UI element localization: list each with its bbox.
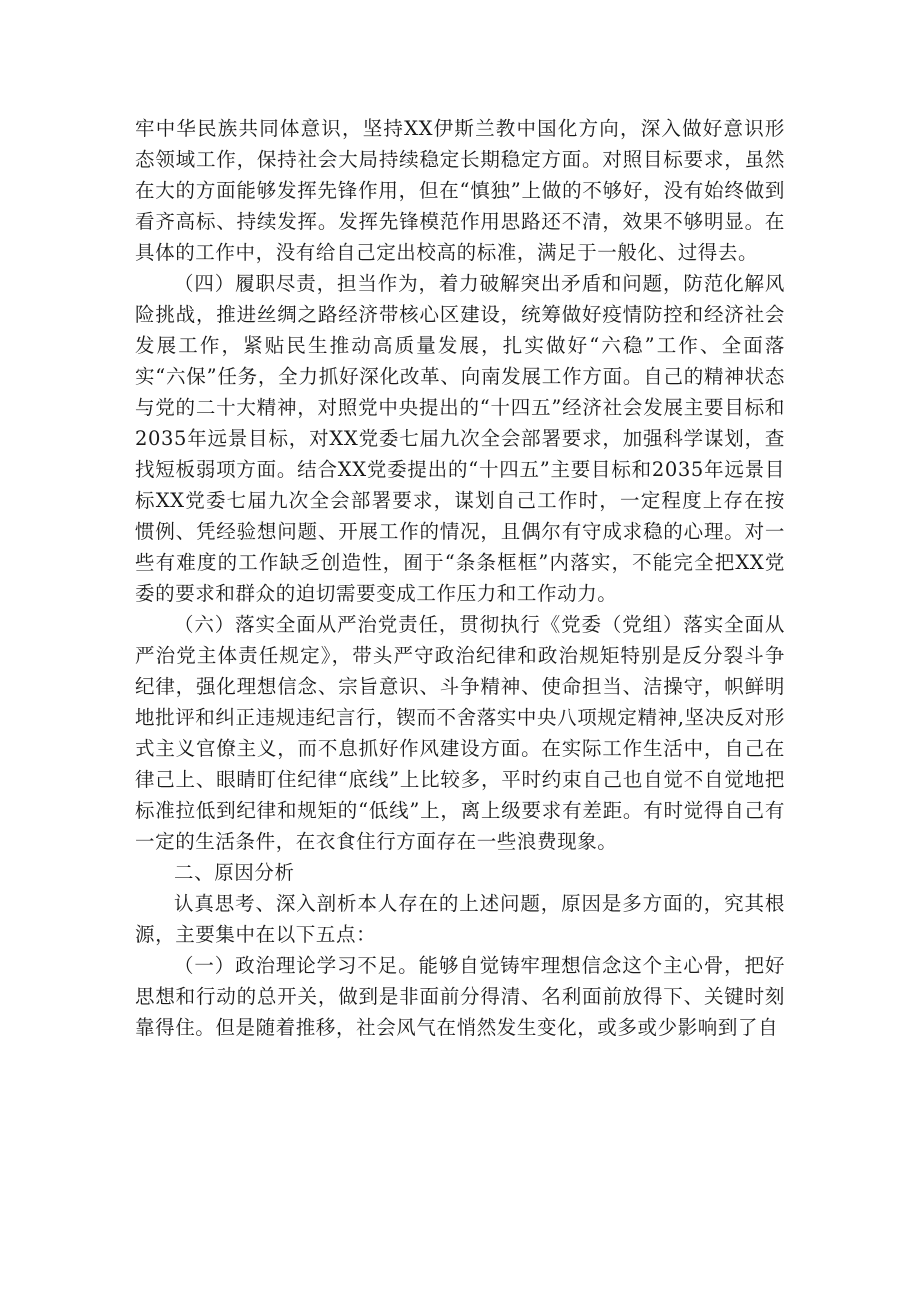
paragraph-continuation: 牢中华民族共同体意识，坚持XX伊斯兰教中国化方向，深入做好意识形态领域工作，保持社会大局持续稳定长期稳定方面。对照目标要求，虽然在大的方面能够发挥先锋作用，但在“慎独”上做的不够好，没有始终做到看齐高标、持续发挥。发挥先锋模范作用思路还不清，效果不够明显。在具体的工作中，没有给自己定出校高的标准，满足于一般化、过得去。 — [135, 117, 785, 264]
heading-cause-analysis: 二、原因分析 — [174, 861, 295, 884]
document-body — [135, 113, 785, 1043]
paragraph-cause-one: （一）政治理论学习不足。能够自觉铸牢理想信念这个主心骨，把好思想和行动的总开关，做到是非面前分得清、名利面前放得下、关键时刻靠得住。但是随着推移，社会风气在悄然发生变化，或多或少影响到了自 — [135, 954, 785, 1039]
paragraph-section-six: （六）落实全面从严治党责任，贯彻执行《党委（党组）落实全面从严治党主体责任规定》，带头严守政治纪律和政治规矩特别是反分裂斗争纪律，强化理想信念、宗旨意识、斗争精神、使命担当、洁操守，帜鲜明地批评和纠正违规违纪言行，锲而不舍落实中央八项规定精神,坚决反对形式主义官僚主义，而不息抓好作风建设方面。在实际工作生活中，自己在律己上、眼睛盯住纪律“底线”上比较多，平时约束自己也自觉不自觉地把标准拉低到纪律和规矩的“低线”上，离上级要求有差距。有时觉得自己有一定的生活条件，在衣食住行方面存在一些浪费现象。 — [135, 613, 785, 853]
paragraph-section-four: （四）履职尽责，担当作为，着力破解突出矛盾和问题，防范化解风险挑战，推进丝绸之路经济带核心区建设，统筹做好疫情防控和经济社会发展工作，紧贴民生推动高质量发展，扎实做好“六稳”工作、全面落实“六保”任务，全力抓好深化改革、向南发展工作方面。自己的精神状态与党的二十大精神，对照党中央提出的“十四五”经济社会发展主要目标和2035年远景目标，对XX党委七届九次全会部署要求，加强科学谋划，查找短板弱项方面。结合XX党委提出的“十四五”主要目标和2035年远景目标XX党委七届九次全会部署要求，谋划自己工作时，一定程度上存在按惯例、凭经验想问题、开展工作的情况，且偶尔有守成求稳的心理。对一些有难度的工作缺乏创造性，囿于“条条框框”内落实，不能完全把XX党委的要求和群众的迫切需要变成工作压力和工作动力。 — [135, 272, 785, 605]
paragraph-cause-intro: 认真思考、深入剖析本人存在的上述问题，原因是多方面的，究其根源，主要集中在以下五点： — [135, 892, 785, 946]
